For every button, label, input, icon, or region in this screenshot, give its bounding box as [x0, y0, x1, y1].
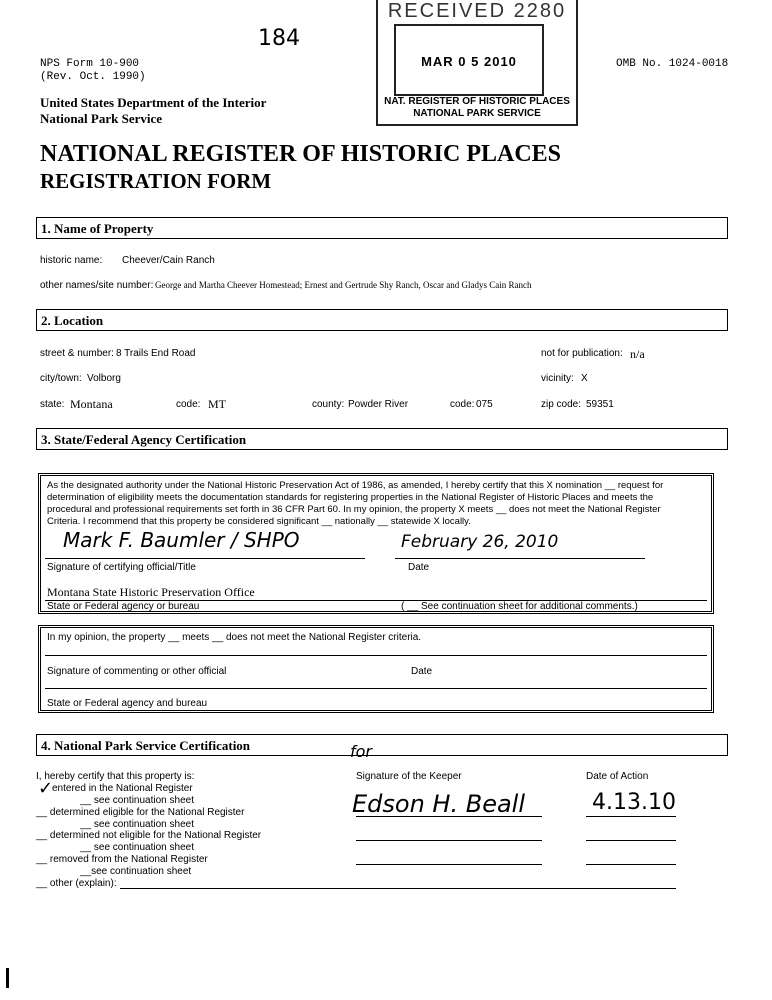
stamp-date: MAR 0 5 2010	[421, 54, 517, 69]
section-3-header	[36, 428, 728, 450]
section-1-header	[36, 217, 728, 239]
state-code-value: MT	[208, 397, 226, 411]
determined-eligible: __ determined eligible for the National Register	[36, 807, 245, 818]
historic-name-label: historic name:	[40, 255, 103, 266]
section-1-heading: 1. Name of Property	[41, 221, 154, 236]
omb-number: OMB No. 1024-0018	[616, 58, 729, 70]
section-4-heading: 4. National Park Service Certification	[41, 738, 251, 753]
city-value: Volborg	[87, 373, 121, 384]
state-label: state:	[40, 399, 65, 410]
commenting-signature-label: Signature of commenting or other official	[47, 666, 227, 677]
historic-name-value: Cheever/Cain Ranch	[122, 255, 215, 266]
received-stamp	[376, 0, 578, 126]
certification-text-line-3: procedural and professional requirements set forth in 36 CFR Part 60. In my opinion, the property X meets __ does not meet the National Register	[47, 504, 661, 515]
stamp-line-1: NAT. REGISTER OF HISTORIC PLACES	[384, 96, 570, 107]
opinion-text: In my opinion, the property __ meets __ does not meet the National Register criteria.	[47, 632, 422, 643]
not-for-publication-label: not for publication:	[541, 348, 623, 359]
county-label: county:	[312, 399, 345, 410]
section-3-heading: 3. State/Federal Agency Certification	[41, 432, 247, 447]
vicinity-value: X	[581, 373, 588, 384]
vicinity-label: vicinity:	[541, 373, 574, 384]
zip-label: zip code:	[541, 399, 582, 410]
see-continuation-4: __see continuation sheet	[80, 866, 192, 877]
stamp-inner-box	[394, 24, 544, 96]
form-title-line-1: NATIONAL REGISTER OF HISTORIC PLACES	[40, 141, 562, 167]
check-mark-icon: ✓	[38, 778, 54, 799]
certification-text-line-4: Criteria. I recommend that this property be considered significant __ nationally __ statewide X locally.	[47, 516, 471, 527]
county-value: Powder River	[348, 399, 409, 410]
certification-text-line-2: determination of eligibility meets the documentation standards for registering properties in the National Register of Historic Places and meets the	[47, 492, 654, 503]
service-name: National Park Service	[40, 111, 163, 126]
keeper-signature-label: Signature of the Keeper	[356, 771, 462, 782]
scan-mark	[6, 968, 9, 988]
keeper-initials: for	[350, 742, 372, 761]
date-label: Date	[408, 562, 430, 573]
form-number: NPS Form 10-900	[40, 58, 140, 70]
removed-from-register: __ removed from the National Register	[36, 854, 208, 865]
see-continuation-2: __ see continuation sheet	[80, 819, 194, 830]
agency-name: Montana State Historic Preservation Office	[47, 585, 255, 599]
commenting-agency-label: State or Federal agency and bureau	[47, 698, 208, 709]
certification-text-line-1: As the designated authority under the National Historic Preservation Act of 1986, as amended, I hereby certify that this X nomination __ request for	[47, 480, 664, 491]
stamp-received-text: RECEIVED 2280	[387, 0, 567, 22]
not-for-publication-value: n/a	[630, 347, 645, 361]
certification-date-handwritten: February 26, 2010	[401, 532, 559, 552]
other-names-label: other names/site number:	[40, 280, 154, 291]
form-title-line-2: REGISTRATION FORM	[40, 169, 272, 193]
zip-value: 59351	[586, 399, 614, 410]
see-continuation-3: __ see continuation sheet	[80, 842, 194, 853]
handwritten-number: 184	[258, 26, 300, 51]
state-value: Montana	[70, 397, 113, 411]
stamp-line-2: NATIONAL PARK SERVICE	[413, 108, 541, 119]
section-2-header	[36, 309, 728, 331]
determined-not-eligible: __ determined not eligible for the National Register	[36, 830, 262, 841]
entered-in-register: entered in the National Register	[52, 783, 193, 794]
street-value: 8 Trails End Road	[116, 348, 196, 359]
see-continuation-1: __ see continuation sheet	[80, 795, 194, 806]
county-code-label: code:	[450, 399, 475, 410]
continuation-note: ( __ See continuation sheet for additional comments.)	[401, 601, 638, 612]
other-explain: __ other (explain):	[36, 878, 117, 889]
date-of-action-label: Date of Action	[586, 771, 649, 782]
signature-label: Signature of certifying official/Title	[47, 562, 196, 573]
section-4-header	[36, 734, 728, 756]
commenting-date-label: Date	[411, 666, 433, 677]
commenting-official-box	[38, 625, 714, 713]
date-of-action-value: 4.13.10	[592, 790, 676, 815]
department-name: United States Department of the Interior	[40, 95, 267, 110]
agency-label: State or Federal agency or bureau	[47, 601, 200, 612]
city-label: city/town:	[40, 373, 82, 384]
form-revision: (Rev. Oct. 1990)	[40, 71, 146, 83]
county-code-value: 075	[476, 399, 493, 410]
other-names-value: George and Martha Cheever Homestead; Ernest and Gertrude Shy Ranch, Oscar and Gladys Cain Ranch	[155, 280, 532, 290]
state-certification-box	[38, 473, 714, 614]
nps-certify-text: I, hereby certify that this property is:	[36, 771, 195, 782]
keeper-signature: Edson H. Beall	[352, 790, 526, 818]
certifying-official-signature: Mark F. Baumler / SHPO	[63, 528, 300, 552]
state-code-label: code:	[176, 399, 201, 410]
section-2-heading: 2. Location	[41, 313, 104, 328]
street-label: street & number:	[40, 348, 114, 359]
